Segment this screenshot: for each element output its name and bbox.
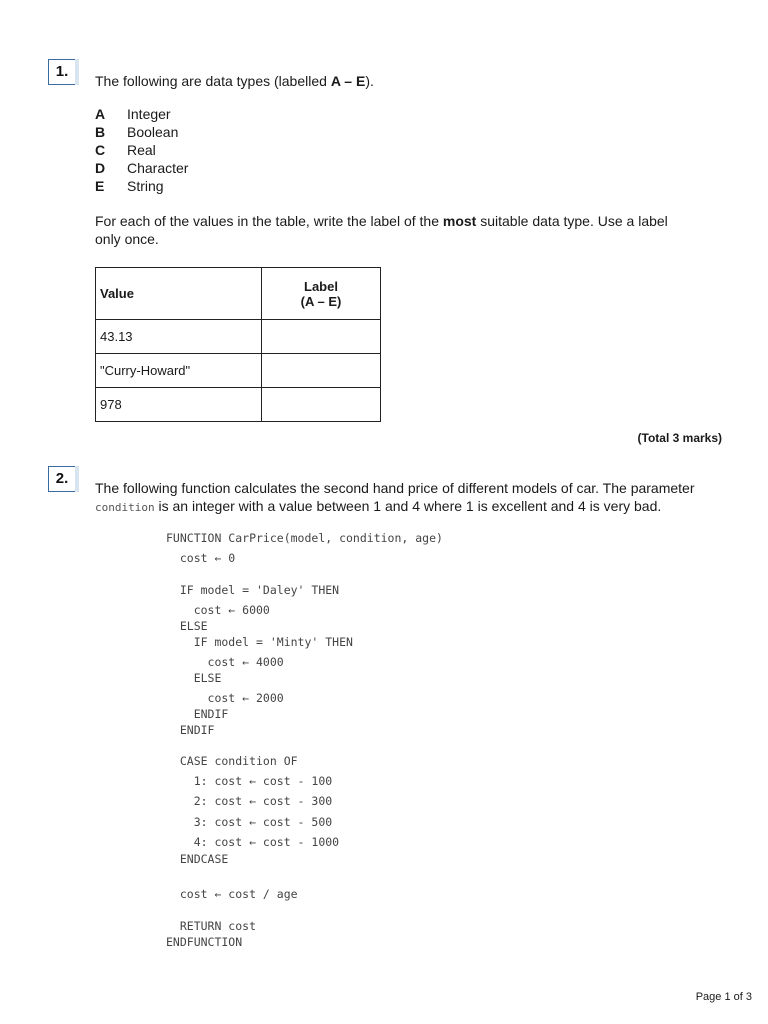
table-row (96, 354, 381, 388)
q1-instruction-bold: most (442, 213, 477, 229)
code-line: RETURN cost (166, 919, 257, 933)
question-1-instruction (95, 212, 695, 248)
q1-instruction-prefix: For each of the values in the table, write the label of the (95, 213, 443, 229)
data-type-item (95, 105, 188, 123)
code-line: cost ← cost / age (166, 887, 298, 901)
label-answer-cell[interactable] (262, 354, 381, 388)
type-letter: E (95, 178, 105, 194)
label-answer-cell[interactable] (262, 388, 381, 422)
table-row (96, 320, 381, 354)
code-line: ENDFUNCTION (166, 935, 243, 949)
data-type-item (95, 141, 188, 159)
label-answer-cell[interactable] (262, 320, 381, 354)
question-2-intro-line1: The following function calculates the second hand price of different models of car. The parameter (95, 480, 695, 496)
parameter-code: condition (95, 501, 155, 514)
header-value: Value (96, 268, 262, 320)
code-line: 1: cost ← cost - 100 (166, 774, 333, 788)
question-2-intro-line2 (95, 497, 661, 517)
type-name: Integer (127, 106, 171, 122)
code-line: 4: cost ← cost - 1000 (166, 835, 340, 849)
code-line: ELSE (166, 671, 222, 685)
header-label (262, 268, 381, 320)
table-header-row (96, 268, 381, 320)
question-1-number: 1. (48, 59, 76, 85)
value-cell: "Curry-Howard" (96, 354, 262, 388)
code-line: ENDCASE (166, 852, 229, 866)
type-name: String (127, 178, 164, 194)
value-cell: 43.13 (96, 320, 262, 354)
question-2-number: 2. (48, 466, 76, 492)
type-name: Character (127, 160, 189, 176)
type-name: Boolean (127, 124, 179, 140)
code-line: 2: cost ← cost - 300 (166, 794, 333, 808)
data-type-item (95, 159, 188, 177)
code-line: ENDIF (166, 723, 215, 737)
total-marks: (Total 3 marks) (637, 431, 722, 445)
code-line: IF model = 'Minty' THEN (166, 635, 353, 649)
page-footer: Page 1 of 3 (695, 991, 752, 1003)
data-type-list (95, 105, 188, 195)
code-line: FUNCTION CarPrice(model, condition, age) (166, 531, 443, 545)
value-cell: 978 (96, 388, 262, 422)
question-1-intro (95, 72, 374, 90)
answer-table (95, 267, 381, 422)
type-letter: B (95, 124, 106, 140)
code-line: cost ← 2000 (166, 691, 284, 705)
q1-instruction-suffix: suitable data type. Use a label only once. (95, 213, 668, 247)
header-label-line2: (A – E) (300, 293, 342, 309)
code-line: CASE condition OF (166, 754, 298, 768)
code-line: cost ← 0 (166, 551, 236, 565)
code-line: 3: cost ← cost - 500 (166, 815, 333, 829)
code-line: IF model = 'Daley' THEN (166, 583, 340, 597)
type-name: Real (127, 142, 156, 158)
code-line: cost ← 4000 (166, 655, 284, 669)
code-line: ELSE (166, 619, 208, 633)
code-line: ENDIF (166, 707, 229, 721)
q1-intro-prefix: The following are data types (labelled (95, 73, 331, 89)
table-row (96, 388, 381, 422)
q1-intro-suffix: ). (365, 73, 374, 89)
type-letter: A (95, 106, 106, 122)
code-line: cost ← 6000 (166, 603, 270, 617)
data-type-item (95, 123, 188, 141)
q1-intro-bold: A – E (330, 73, 366, 89)
type-letter: C (95, 142, 106, 158)
q2-intro-suffix: is an integer with a value between 1 and 4 where 1 is excellent and 4 is very bad. (154, 498, 662, 514)
type-letter: D (95, 160, 106, 176)
data-type-item (95, 177, 188, 195)
header-label-line1: Label (304, 278, 338, 294)
